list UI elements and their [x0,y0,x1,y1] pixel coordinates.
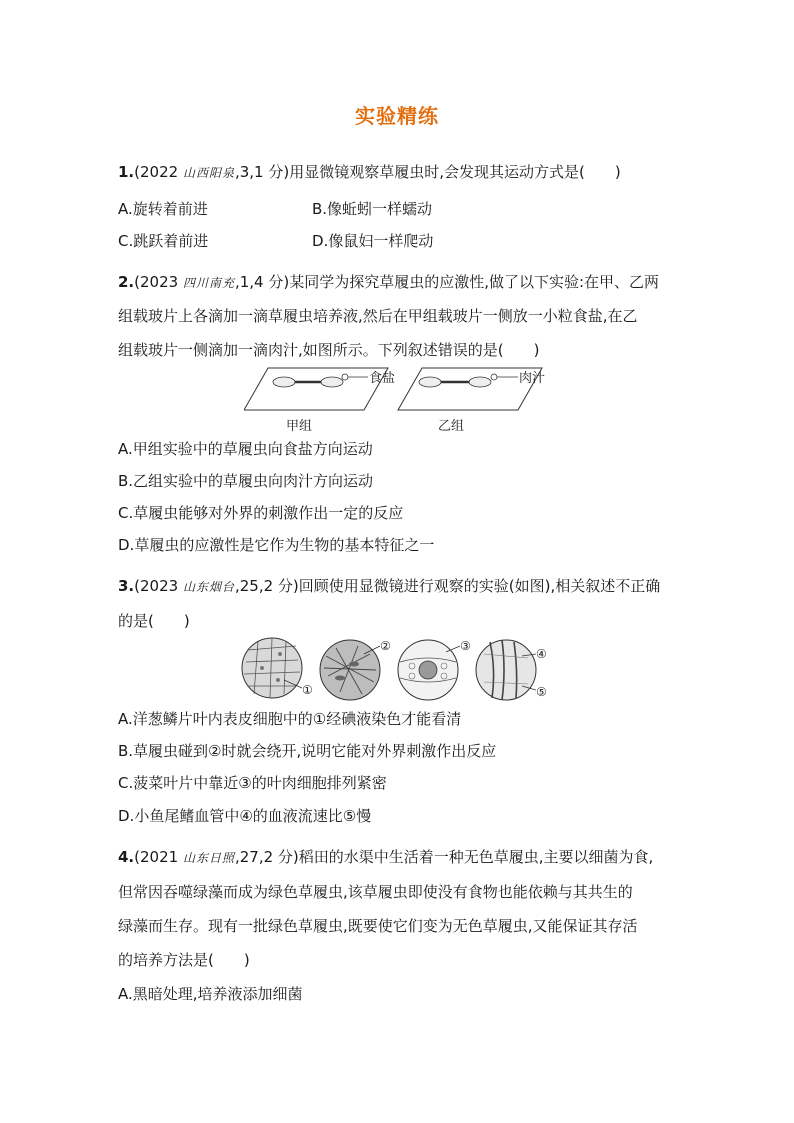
leaf-cross-section-micrograph [398,640,458,700]
source-detail: ,3,1 分) [234,163,290,181]
question-2-stem-line-3: 组载玻片一侧滴加一滴肉汁,如图所示。下列叙述错误的是( ) [118,341,540,359]
source-year: (2023 [134,273,179,291]
culture-drop-left [273,377,295,387]
question-2-option-d: D.草履虫的应激性是它作为生物的基本特征之一 [118,536,435,554]
question-number: 4. [118,848,135,866]
question-text: 用显微镜观察草履虫时,会发现其运动方式是( ) [289,163,621,181]
marker-3-label: ③ [460,639,471,653]
question-text: 稻田的水渠中生活着一种无色草履虫,主要以细菌为食, [298,848,654,866]
option-b: B.像蚯蚓一样蠕动 [312,200,433,218]
question-2-option-b: B.乙组实验中的草履虫向肉汁方向运动 [118,472,374,490]
salt-grain [342,374,348,380]
question-3-stem-line-2: 的是( ) [118,612,190,630]
source-year: (2021 [134,848,179,866]
source-year: (2023 [134,577,179,595]
question-3-option-a: A.洋葱鳞片叶内表皮细胞中的①经碘液染色才能看清 [118,710,462,728]
source-place: 四川南充 [182,276,235,290]
question-2-stem-line-1 [118,272,659,293]
marker-5-label: ⑤ [536,685,547,699]
source-place: 山东烟台 [182,580,235,594]
source-detail: ,25,2 分) [234,577,299,595]
question-1-options-row-1 [118,199,618,219]
option-c: C.跳跃着前进 [118,232,209,250]
question-2-stem-line-2: 组载玻片上各滴加一滴草履虫培养液,然后在甲组载玻片一侧放一小粒食盐,在乙 [118,307,638,325]
question-2-option-c: C.草履虫能够对外界的刺激作出一定的反应 [118,504,404,522]
source-place: 山西阳泉 [182,166,235,180]
fish-tail-fin-micrograph [476,640,536,700]
group-a-label: 甲组 [286,419,313,434]
question-4-stem-line-4: 的培养方法是( ) [118,951,250,969]
question-number: 2. [118,273,135,291]
question-number: 3. [118,577,135,595]
question-3-option-c: C.菠菜叶片中靠近③的叶肉细胞排列紧密 [118,774,387,792]
juice-drop [491,374,497,380]
question-4-option-a: A.黑暗处理,培养液添加细菌 [118,985,303,1003]
question-3-option-b: B.草履虫碰到②时就会绕开,说明它能对外界刺激作出反应 [118,742,497,760]
question-text: 某同学为探究草履虫的应激性,做了以下实验:在甲、乙两 [289,273,660,291]
paramecium-micrograph [320,640,380,700]
culture-drop-left [419,377,441,387]
group-b-label: 乙组 [438,419,465,434]
source-detail: ,1,4 分) [234,273,290,291]
marker-1-label: ① [302,683,313,697]
page-title: 实验精练 [355,104,439,128]
slide-group-a [244,368,388,410]
question-2-figure [244,362,564,436]
option-a: A.旋转着前进 [118,200,208,218]
culture-drop-right [469,377,491,387]
question-4-stem-line-1 [118,847,653,868]
question-1-options-row-2 [118,231,618,251]
juice-label: 肉汁 [519,371,546,386]
question-4-stem-line-2: 但常因吞噬绿藻而成为绿色草履虫,该草履虫即使没有食物也能依赖与其共生的 [118,883,633,901]
question-3-option-d: D.小鱼尾鳍血管中④的血液流速比⑤慢 [118,807,372,825]
marker-4-label: ④ [536,647,547,661]
question-3-figure [240,636,560,704]
onion-epidermis-micrograph [242,638,302,698]
source-year: (2022 [134,163,179,181]
culture-drop-right [321,377,343,387]
option-d: D.像鼠妇一样爬动 [312,232,434,250]
salt-label: 食盐 [369,371,396,386]
marker-2-label: ② [380,639,391,653]
source-place: 山东日照 [182,851,235,865]
question-2-option-a: A.甲组实验中的草履虫向食盐方向运动 [118,440,373,458]
source-detail: ,27,2 分) [234,848,299,866]
question-text: 回顾使用显微镜进行观察的实验(如图),相关叙述不正确 [298,577,661,595]
question-4-stem-line-3: 绿藻而生存。现有一批绿色草履虫,既要使它们变为无色草履虫,又能保证其存活 [118,917,638,935]
question-number: 1. [118,163,135,181]
question-1-stem [118,162,621,183]
question-3-stem-line-1 [118,576,660,597]
